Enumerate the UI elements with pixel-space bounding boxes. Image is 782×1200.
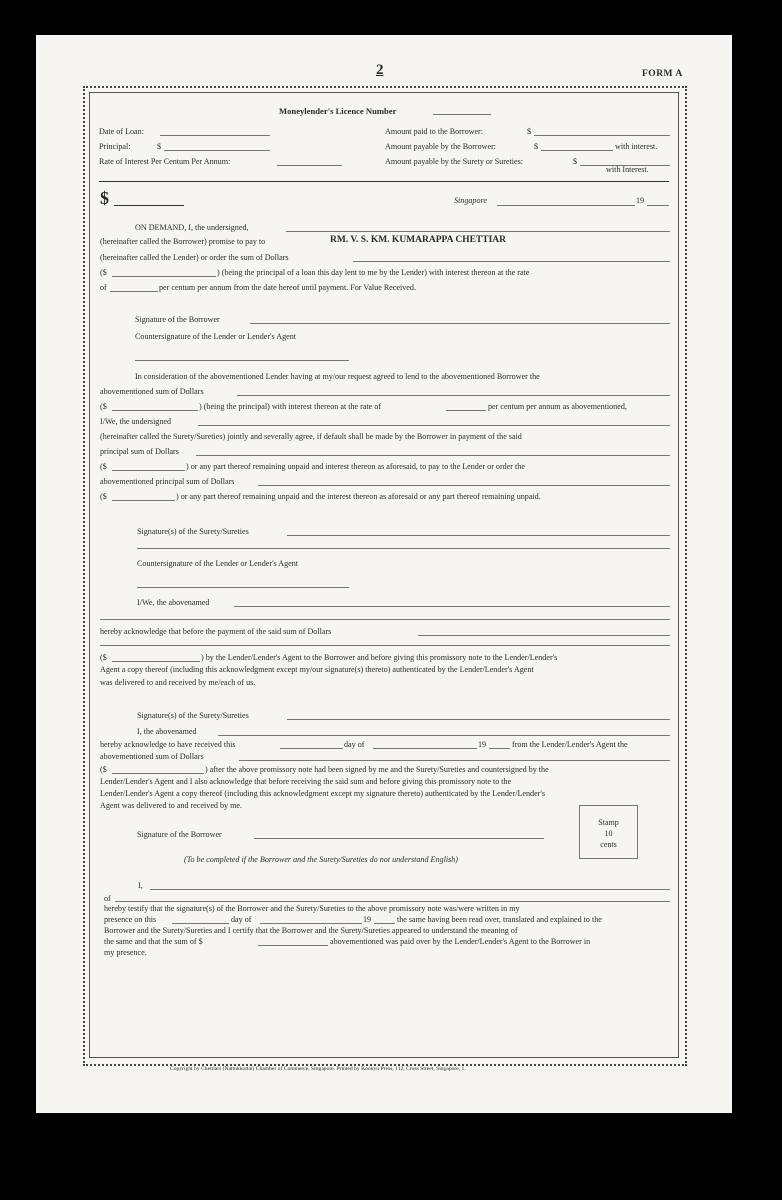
cert-name-field[interactable] <box>150 889 670 890</box>
cert-month-field[interactable] <box>260 923 362 924</box>
cert-address-field[interactable] <box>115 901 670 902</box>
ack1-signature-field[interactable] <box>287 719 670 720</box>
ack2-line2a: hereby acknowledge to have received this <box>100 740 236 749</box>
borrower-signature-label: Signature of the Borrower <box>135 315 220 324</box>
form-label: FORM A <box>642 69 683 79</box>
surety-para-8: abovementioned principal sum of Dollars <box>100 477 235 486</box>
surety-signature-field-2[interactable] <box>137 548 670 549</box>
amount-borrower-dollar: $ <box>534 142 539 151</box>
borrower-signature-field[interactable] <box>250 323 670 324</box>
cert-line1: I, <box>138 881 143 890</box>
note-line4: ) (being the principal of a loan this day lent to me by the Lender) with interest thereon at the rate <box>217 268 530 277</box>
sum-figures-field[interactable] <box>112 276 216 277</box>
ack1-signature-label: Signature(s) of the Surety/Sureties <box>137 711 249 720</box>
copyright-footer: Copyright by Chettiars (Nattukkottai) Chamber of Commerce, Singapore. Printed by Kookyu Press, 112, Cross Street, Singapore, 1. <box>170 1066 466 1072</box>
with-interest-1: with interest. <box>615 142 658 151</box>
date-field[interactable] <box>497 205 635 206</box>
ack1-line2: hereby acknowledge that before the payment of the said sum of Dollars <box>100 627 332 636</box>
note-amount-field[interactable] <box>114 205 184 206</box>
surety-countersignature-label: Countersignature of the Lender or Lender's Agent <box>137 559 299 568</box>
amount-borrower-label: Amount payable by the Borrower: <box>385 142 497 151</box>
licence-label: Moneylender's Licence Number <box>279 106 397 116</box>
cert-line4a: presence on this <box>104 915 157 924</box>
surety-para-2: abovementioned sum of Dollars <box>100 387 204 396</box>
ack2-line6: Lender/Lender's Agent a copy thereof (including this acknowledgment except my signature thereto) authenticated by the Lender/Lender's <box>100 789 545 798</box>
ack2-line2d: from the Lender/Lender's Agent the <box>512 740 628 749</box>
ack1-sum-words-field[interactable] <box>418 635 670 636</box>
with-interest-2: with Interest. <box>606 165 649 174</box>
amount-surety-label: Amount payable by the Surety or Sureties: <box>385 157 524 166</box>
ack2-line4-open: ($ <box>100 765 107 774</box>
ack2-line2b: day of <box>344 740 365 749</box>
ack1-line4: Agent a copy thereof (including this acknowledgment except my/our signature(s) thereto) authenticated by the Lender/Lender's Agent <box>100 665 534 674</box>
surety-rate-field[interactable] <box>446 410 486 411</box>
surety-para-3-end: per centum per annum as abovementioned, <box>488 402 627 411</box>
surety-para-6: principal sum of Dollars <box>100 447 179 456</box>
cert-year-field[interactable] <box>374 923 395 924</box>
ack1-name-field-2[interactable] <box>100 619 670 620</box>
ack1-line3-open: ($ <box>100 653 107 662</box>
ack1-name-field[interactable] <box>234 606 670 607</box>
date-of-loan-label: Date of Loan: <box>99 127 144 136</box>
ack2-line7: Agent was delivered to and received by me. <box>100 801 243 810</box>
lender-countersignature-label: Countersignature of the Lender or Lender's Agent <box>135 332 297 341</box>
on-demand-text: ON DEMAND, I, the undersigned, <box>135 223 249 232</box>
ack2-line5: Lender/Lender's Agent and I also acknowledge that before receiving the said sum and before giving this promissory note to the <box>100 777 512 786</box>
cert-line7: my presence. <box>104 948 147 957</box>
lender-name: RM. V. S. KM. KUMARAPPA CHETTIAR <box>330 235 507 245</box>
cert-line2: of <box>104 894 111 903</box>
surety-countersignature-field[interactable] <box>137 587 349 588</box>
amount-borrower-field[interactable] <box>541 150 613 151</box>
surety-principal-words-field[interactable] <box>196 455 670 456</box>
surety-sum-words-field[interactable] <box>237 395 670 396</box>
ack1-sum-words-field-2[interactable] <box>100 645 670 646</box>
borrower-name-field[interactable] <box>286 231 670 232</box>
surety-para-1: In consideration of the abovementioned Lender having at my/our request agreed to lend to the abovementioned Borrower the <box>135 372 540 381</box>
date-of-loan-field[interactable] <box>160 135 270 136</box>
surety-principal-words-2-field[interactable] <box>258 485 670 486</box>
cert-line3: hereby testify that the signature(s) of the Borrower and the Surety/Sureties to the above promissory note was/were written in my <box>104 904 520 913</box>
cert-line5: Borrower and the Surety/Sureties and I certify that the Borrower and the Surety/Sureties appeared to understand the meaning of <box>104 926 518 935</box>
stamp-box <box>579 805 638 859</box>
note-line3: (hereinafter called the Lender) or order the sum of Dollars <box>100 253 289 262</box>
note-line4-open: ($ <box>100 268 107 277</box>
year-field[interactable] <box>647 205 669 206</box>
surety-para-7: ) or any part thereof remaining unpaid and interest thereon as aforesaid, to pay to the Lender or order the <box>186 462 525 471</box>
amount-paid-label: Amount paid to the Borrower: <box>385 127 484 136</box>
surety-principal-figures-field[interactable] <box>112 470 185 471</box>
amount-surety-dollar: $ <box>573 157 578 166</box>
note-line2: (hereinafter called the Borrower) promise to pay to <box>100 237 266 246</box>
ack1-sum-figures-field[interactable] <box>112 661 200 662</box>
amount-dollar-sign: $ <box>100 188 109 208</box>
surety-signature-field[interactable] <box>287 535 670 536</box>
cert-year-label: 19 <box>363 915 372 924</box>
ack2-name-field[interactable] <box>218 735 670 736</box>
lender-countersignature-field[interactable] <box>135 360 349 361</box>
cert-day-field[interactable] <box>172 923 229 924</box>
cert-sum-field[interactable] <box>258 945 328 946</box>
surety-para-9-open: ($ <box>100 492 107 501</box>
ack1-line3: ) by the Lender/Lender's Agent to the Borrower and before giving this promissory note to the Lender/Lender's <box>201 653 558 662</box>
principal-dollar: $ <box>157 142 162 151</box>
ack2-sum-words-field[interactable] <box>239 760 670 761</box>
rate-label: Rate of Interest Per Centum Per Annum: <box>99 157 231 166</box>
rate-percent-field[interactable] <box>110 291 158 292</box>
cert-line4b: day of <box>231 915 252 924</box>
note-line5: per centum per annum from the date hereof until payment. For Value Received. <box>159 283 416 292</box>
surety-signature-label: Signature(s) of the Surety/Sureties <box>137 527 249 536</box>
cert-line6b: abovementioned was paid over by the Lender/Lender's Agent to the Borrower in <box>330 937 591 946</box>
surety-para-4: I/We, the undersigned <box>100 417 172 426</box>
surety-para-3: ) (being the principal) with interest thereon at the rate of <box>199 402 382 411</box>
place-label: Singapore <box>454 196 487 205</box>
sum-words-field[interactable] <box>353 261 670 262</box>
surety-para-3-open: ($ <box>100 402 107 411</box>
amount-paid-dollar: $ <box>527 127 532 136</box>
ack2-day-field[interactable] <box>280 748 343 749</box>
surety-name-field[interactable] <box>198 425 670 426</box>
cert-line4d: the same having been read over, translated and explained to the <box>397 915 602 924</box>
surety-para-7-open: ($ <box>100 462 107 471</box>
ack2-year-label: 19 <box>478 740 487 749</box>
header-divider <box>99 181 669 182</box>
ack2-year-field[interactable] <box>489 748 510 749</box>
ack1-line1: I/We, the abovenamed <box>137 598 210 607</box>
ack1-line5: was delivered to and received by me/each of us. <box>100 678 256 687</box>
stamp-value: 10 <box>604 829 613 838</box>
amount-paid-field[interactable] <box>534 135 670 136</box>
year-label: 19 <box>636 196 645 205</box>
surety-para-5: (hereinafter called the Surety/Sureties) jointly and severally agree, if default shall be made by the Borrower in payment of the said <box>100 432 522 441</box>
ack2-line1: I, the abovenamed <box>137 727 197 736</box>
ack2-borrower-signature-label: Signature of the Borrower <box>137 830 222 839</box>
surety-sum-figures-field[interactable] <box>112 410 198 411</box>
principal-label: Principal: <box>99 142 131 151</box>
page-number: 2 <box>376 62 384 78</box>
english-note: (To be completed if the Borrower and the Surety/Sureties do not understand English) <box>184 855 458 864</box>
ack2-line3: abovementioned sum of Dollars <box>100 752 204 761</box>
note-line5-of: of <box>100 283 107 292</box>
stamp-unit: cents <box>600 840 617 849</box>
rate-field[interactable] <box>277 165 342 166</box>
ack2-sum-figures-field[interactable] <box>112 773 204 774</box>
ack2-borrower-signature-field[interactable] <box>254 838 544 839</box>
surety-principal-figures-2-field[interactable] <box>112 500 175 501</box>
ack2-line4: ) after the above promissory note had been signed by me and the Surety/Sureties and countersigned by the <box>205 765 549 774</box>
cert-line6a: the same and that the sum of $ <box>104 937 203 946</box>
surety-para-9: ) or any part thereof remaining unpaid and the interest thereon as aforesaid or any part thereof remaining unpaid. <box>176 492 541 501</box>
stamp-label: Stamp <box>598 818 619 827</box>
licence-number-field[interactable] <box>433 114 491 115</box>
principal-field[interactable] <box>164 150 270 151</box>
ack2-month-field[interactable] <box>373 748 477 749</box>
